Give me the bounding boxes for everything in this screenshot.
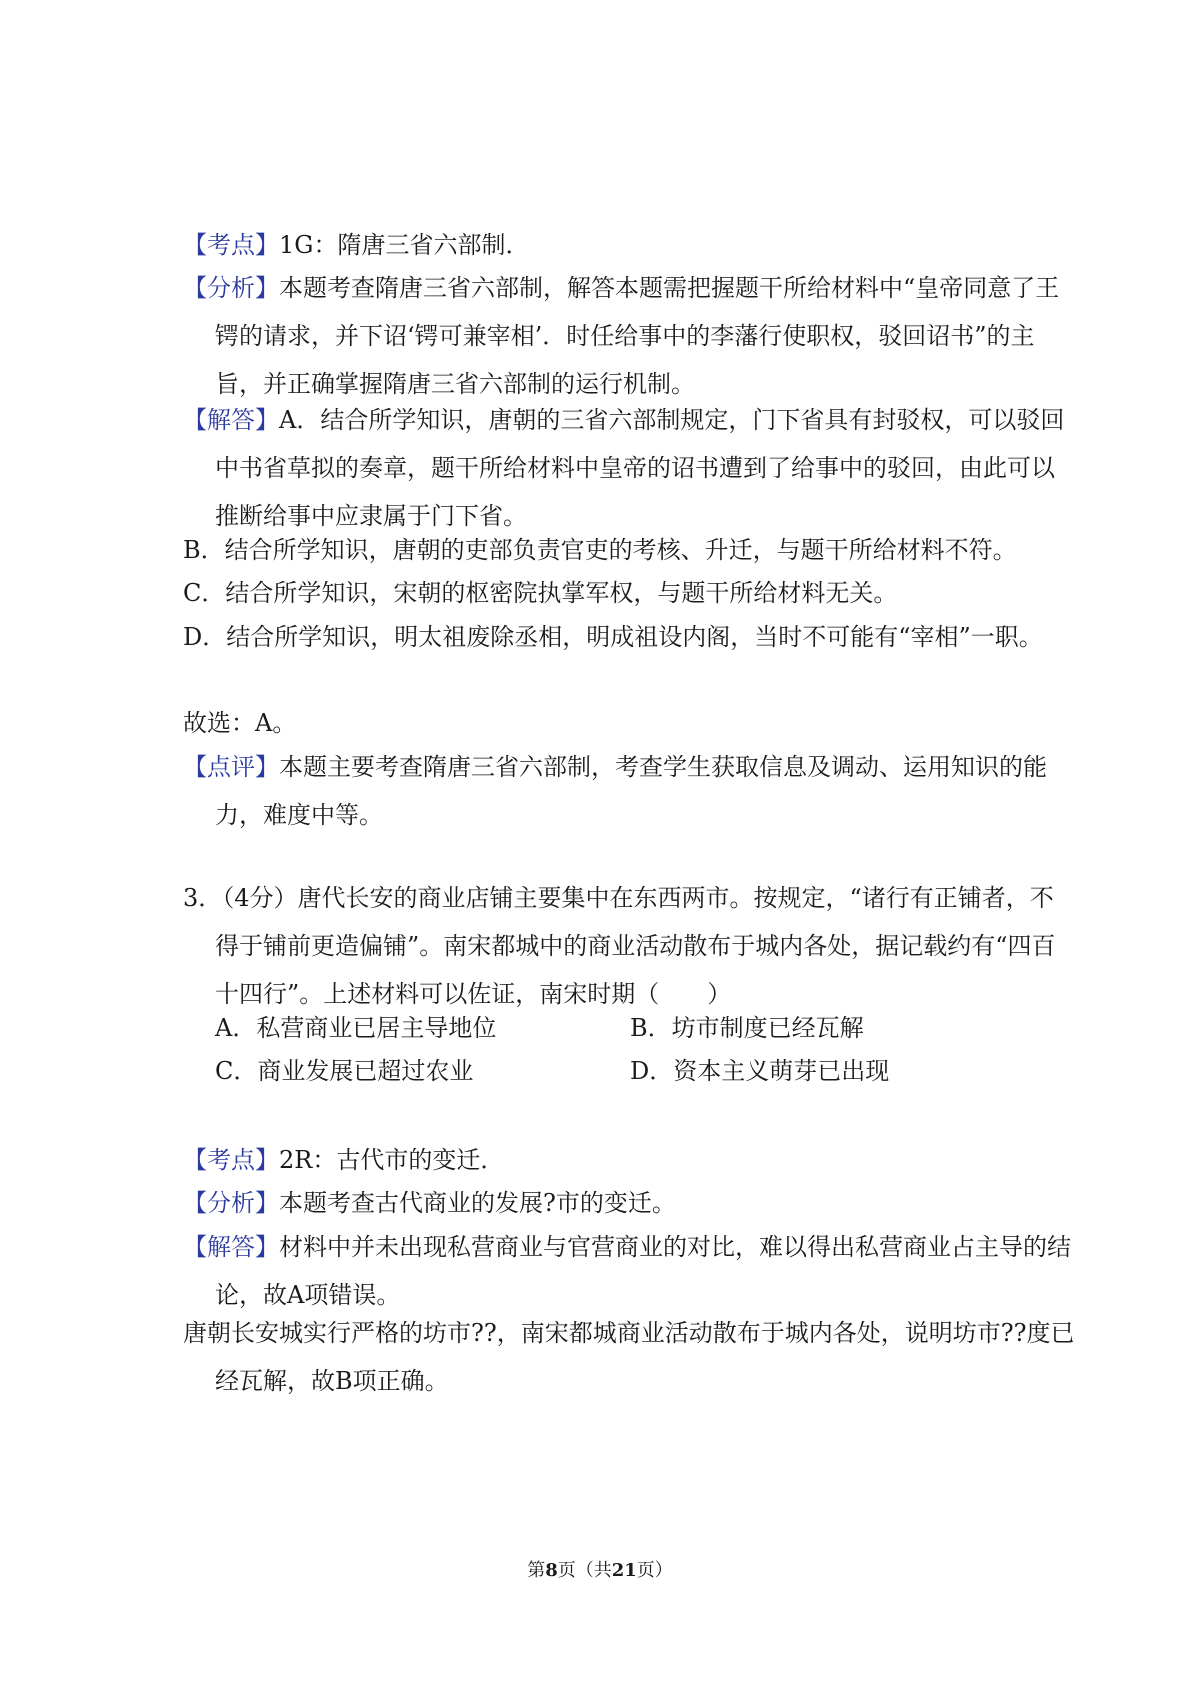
- option-explanation-d: D．结合所学知识，明太祖废除丞相，明成祖设内阁，当时不可能有“宰相”一职。: [183, 623, 1043, 651]
- dianping-tag: 【点评】: [183, 753, 279, 781]
- option-explanation-b: B．结合所学知识，唐朝的吏部负责官吏的考核、升迁，与题干所给材料不符。: [183, 536, 1017, 564]
- page-footer: [0, 1556, 1200, 1582]
- answer-line: 故选：A。: [183, 709, 297, 737]
- jieda-1: [183, 396, 1075, 540]
- fenxi-tag: 【分析】: [183, 274, 279, 302]
- option-c: C．商业发展已超过农业: [215, 1057, 474, 1085]
- kaodian-2: [183, 1136, 1075, 1184]
- jieda-text: 材料中并未出现私营商业与官营商业的对比，难以得出私营商业占主导的结论，故A项错误。: [215, 1233, 1071, 1309]
- kaodian-tag: 【考点】: [183, 231, 279, 259]
- option-b: B．坊市制度已经瓦解: [630, 1014, 864, 1042]
- jieda-tag: 【解答】: [183, 1233, 279, 1261]
- jieda-2-continued: 唐朝长安城实行严格的坊市??，南宋都城商业活动散布于城内各处，说明坊市??度已经瓦解，故B项正确。: [183, 1319, 1075, 1395]
- fenxi-text: 本题考查隋唐三省六部制，解答本题需把握题干所给材料中“皇帝同意了王锷的请求，并下诏‘锷可兼宰相’．时任给事中的李藩行使职权，驳回诏书”的主旨，并正确掌握隋唐三省六部制的运行机制。: [215, 274, 1060, 398]
- fenxi-tag: 【分析】: [183, 1189, 279, 1217]
- option-explanation-c: C．结合所学知识，宋朝的枢密院执掌军权，与题干所给材料无关。: [183, 579, 898, 607]
- dianping-1: [183, 743, 1075, 839]
- jieda-tag: 【解答】: [183, 406, 279, 434]
- option-d: D．资本主义萌芽已出现: [630, 1057, 890, 1085]
- kaodian-text: 1G：隋唐三省六部制．: [279, 231, 530, 259]
- fenxi-2: [183, 1179, 1075, 1227]
- footer-prefix: 第: [527, 1560, 546, 1581]
- kaodian-1: [183, 221, 1075, 269]
- fenxi-text: 本题考查古代商业的发展?市的变迁。: [279, 1189, 676, 1217]
- footer-total-pages: 21: [611, 1560, 637, 1581]
- jieda-2: [183, 1223, 1075, 1319]
- footer-middle: 页（共: [557, 1560, 612, 1581]
- kaodian-tag: 【考点】: [183, 1146, 279, 1174]
- kaodian-text: 2R：古代市的变迁．: [279, 1146, 505, 1174]
- footer-suffix: 页）: [636, 1560, 673, 1581]
- footer-page-number: 8: [545, 1560, 558, 1581]
- jieda-text: A．结合所学知识，唐朝的三省六部制规定，门下省具有封驳权，可以驳回中书省草拟的奏章，题干所给材料中皇帝的诏书遭到了给事中的驳回，由此可以推断给事中应隶属于门下省。: [215, 406, 1065, 530]
- fenxi-1: [183, 264, 1075, 408]
- option-a: A．私营商业已居主导地位: [215, 1014, 497, 1042]
- dianping-text: 本题主要考查隋唐三省六部制，考查学生获取信息及调动、运用知识的能力，难度中等。: [215, 753, 1047, 829]
- question-3-stem: 3．（4分）唐代长安的商业店铺主要集中在东西两市。按规定，“诸行有正铺者，不得于铺前更造偏铺”。南宋都城中的商业活动散布于城内各处，据记载约有“四百十四行”。上述材料可以佐证，南宋时期（ ）: [183, 884, 1056, 1008]
